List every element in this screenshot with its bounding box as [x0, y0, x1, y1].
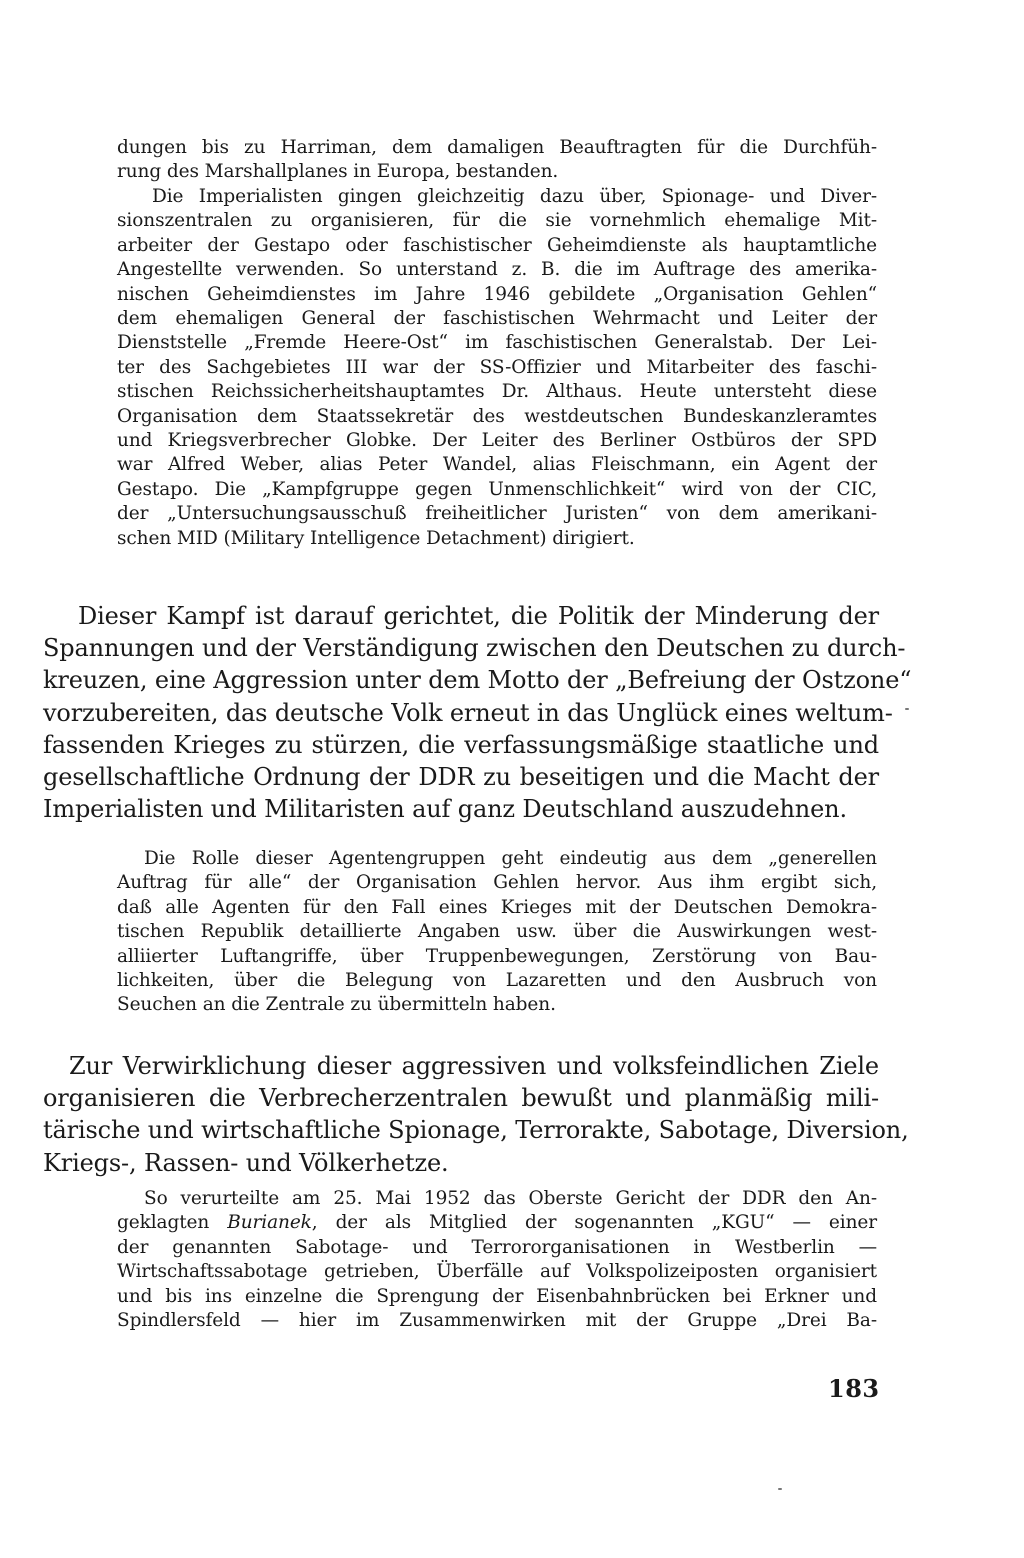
text-line: war Alfred Weber, alias Peter Wandel, alias Fleischmann, ein Agent der — [117, 454, 877, 476]
text-line: und bis ins einzelne die Sprengung der Eisenbahnbrücken bei Erkner und — [117, 1285, 877, 1307]
text-line: Spannungen und der Verständigung zwischen den Deutschen zu durch- — [43, 634, 906, 663]
text-fragment: , der als Mitglied der sogenannten „KGU“ — einer — [311, 1212, 877, 1234]
scan-speck — [905, 708, 909, 710]
text-line: arbeiter der Gestapo oder faschistischer Geheimdienste als hauptamtliche — [117, 234, 877, 256]
paragraph-4 — [117, 847, 877, 1018]
text-line: fassenden Krieges zu stürzen, die verfassungsmäßige staatliche und — [43, 730, 879, 759]
text-line: ter des Sachgebietes III war der SS-Offizier und Mitarbeiter des faschi- — [117, 356, 877, 378]
text-fragment: geklagten — [117, 1212, 228, 1234]
text-line: vorzubereiten, das deutsche Volk erneut in das Unglück eines weltum- — [43, 698, 893, 727]
paragraph-2 — [117, 185, 877, 551]
text-line: Gestapo. Die „Kampfgruppe gegen Unmenschlichkeit“ wird von der CIC, — [117, 478, 877, 500]
text-line: Zur Verwirklichung dieser aggressiven und volksfeindlichen Ziele — [69, 1052, 879, 1080]
scan-speck — [778, 1488, 782, 1490]
text-line: Die Rolle dieser Agentengruppen geht eindeutig aus dem „generellen — [144, 848, 877, 869]
text-line: Dieser Kampf ist darauf gerichtet, die Politik der Minderung der — [78, 602, 879, 630]
text-line: gesellschaftliche Ordnung der DDR zu beseitigen und die Macht der — [43, 763, 879, 792]
page-number: 183 — [828, 1374, 880, 1403]
text-line: dem ehemaligen General der faschistischen Wehrmacht und Leiter der — [117, 308, 877, 330]
text-line: Imperialisten und Militaristen auf ganz Deutschland auszudehnen. — [43, 795, 847, 824]
defendant-name: Burianek — [227, 1212, 312, 1234]
text-line: und Kriegsverbrecher Globke. Der Leiter des Berliner Ostbüros der SPD — [117, 430, 877, 452]
text-line: organisieren die Verbrecherzentralen bewußt und planmäßig mili- — [43, 1084, 879, 1113]
text-line: kreuzen, eine Aggression unter dem Motto der „Befreiung der Ostzone“ — [43, 666, 912, 695]
text-line: Dienststelle „Fremde Heere-Ost“ im faschistischen Generalstab. Der Lei- — [117, 332, 877, 354]
text-line: der genannten Sabotage- und Terrororganisationen in Westberlin — — [117, 1236, 877, 1258]
text-line: stischen Reichssicherheitshauptamtes Dr. Althaus. Heute untersteht diese — [117, 381, 877, 403]
text-line: Seuchen an die Zentrale zu übermitteln haben. — [117, 994, 556, 1016]
text-line: Angestellte verwenden. So unterstand z. B. die im Auftrage des amerika- — [117, 259, 877, 281]
text-line: Auftrag für alle“ der Organisation Gehlen hervor. Aus ihm ergibt sich, — [117, 872, 877, 894]
paragraph-6 — [117, 1187, 877, 1333]
text-line: alliierter Luftangriffe, über Truppenbewegungen, Zerstörung von Bau- — [117, 945, 877, 967]
text-line: dungen bis zu Harriman, dem damaligen Beauftragten für die Durchfüh- — [117, 137, 877, 158]
text-line: tischen Republik detaillierte Angaben usw. über die Auswirkungen west- — [117, 921, 877, 943]
text-line: Die Imperialisten gingen gleichzeitig dazu über, Spionage- und Diver- — [152, 186, 877, 207]
paragraph-3 — [43, 600, 912, 825]
text-line: lichkeiten, über die Belegung von Lazaretten und den Ausbruch von — [117, 970, 877, 992]
paragraph-1 — [117, 136, 877, 185]
text-line: Kriegs-, Rassen- und Völkerhetze. — [43, 1148, 449, 1177]
text-line: Wirtschaftssabotage getrieben, Überfälle auf Volkspolizeiposten organisiert — [117, 1261, 877, 1283]
text-line: Organisation dem Staatssekretär des westdeutschen Bundeskanzleramtes — [117, 405, 877, 427]
text-line: daß alle Agenten für den Fall eines Krieges mit der Deutschen Demokra- — [117, 896, 877, 918]
text-line: sionszentralen zu organisieren, für die sie vornehmlich ehemalige Mit- — [117, 210, 877, 232]
text-line: der „Untersuchungsausschuß freiheitlicher Juristen“ von dem amerikani- — [117, 503, 877, 525]
text-line: Spindlersfeld — hier im Zusammenwirken mit der Gruppe „Drei Ba- — [117, 1310, 877, 1332]
paragraph-5 — [43, 1050, 909, 1179]
text-line: So verurteilte am 25. Mai 1952 das Oberste Gericht der DDR den An- — [144, 1188, 877, 1209]
text-line: nischen Geheimdienstes im Jahre 1946 gebildete „Organisation Gehlen“ — [117, 283, 877, 305]
text-line: tärische und wirtschaftliche Spionage, Terrorakte, Sabotage, Diversion, — [43, 1116, 909, 1145]
text-line — [117, 1211, 877, 1235]
text-line: schen MID (Military Intelligence Detachment) dirigiert. — [117, 527, 635, 549]
text-line: rung des Marshallplanes in Europa, bestanden. — [117, 161, 559, 183]
